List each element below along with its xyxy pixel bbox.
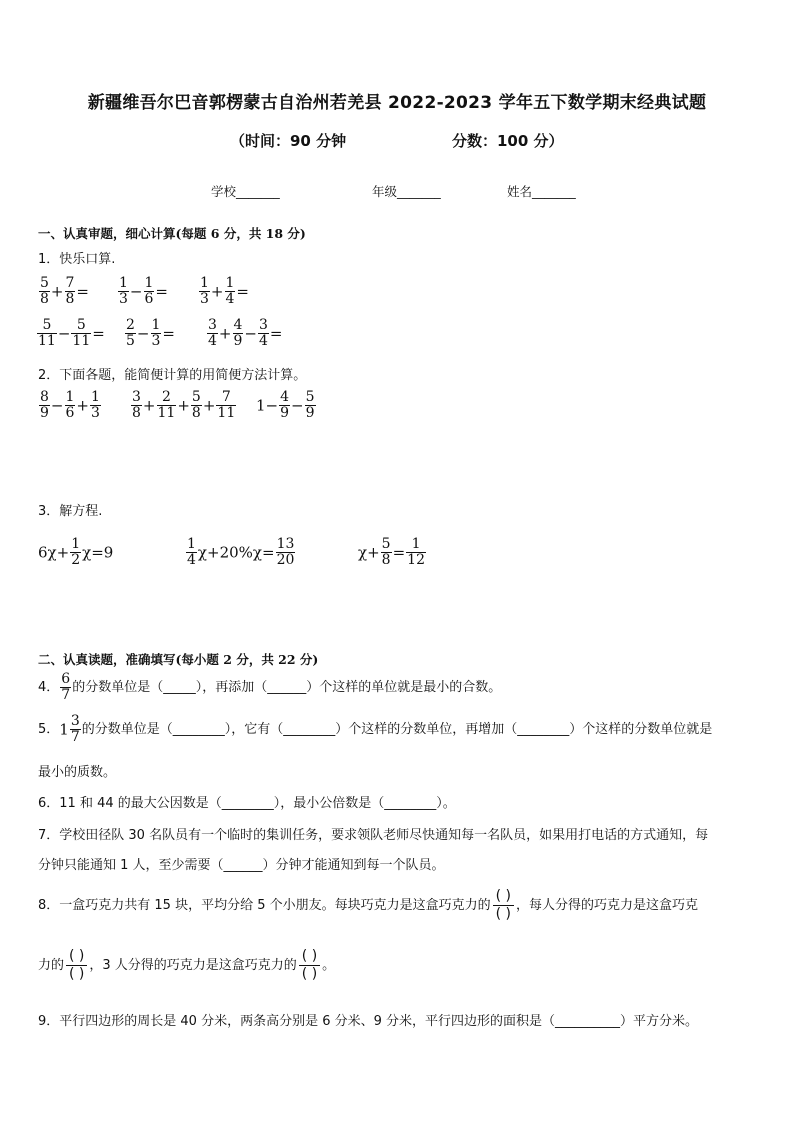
blank-fraction: ( ) ( ) [493, 888, 514, 923]
q1-expr-2: $\frac{1}{3}$ − $\frac{1}{6}$ = [119, 275, 168, 307]
fraction: $\frac{3}{7}$ [70, 713, 80, 745]
section-1-heading: 一、认真审题，细心计算(每题 6 分，共 18 分) [38, 226, 306, 241]
q4: 4． $\frac{6}{7}$ 的分数单位是（_____），再添加（______）个这样的单位就是最小的合数。 [38, 671, 502, 703]
fraction: $\frac{1}{3}$ [91, 389, 100, 421]
q1-expr-1: $\frac{5}{8}$ + $\frac{7}{8}$ = [40, 275, 89, 307]
q8-continued: 力的 ( ) ( ) ，3 人分得的巧克力是这盒巧克力的 ( ) ( ) 。 [38, 948, 336, 982]
fraction: $\frac{5}{8}$ [40, 275, 49, 307]
q2-expr-2: $\frac{3}{8}$ + $\frac{2}{11}$ + $\frac{5}{8}$ + $\frac{7}{11}$ [132, 389, 236, 421]
fraction: $\frac{1}{4}$ [187, 536, 196, 568]
q1-expr-3: $\frac{1}{3}$ + $\frac{1}{4}$ = [200, 275, 249, 307]
fraction: $\frac{1}{3}$ [151, 317, 161, 349]
q9: 9．平行四边形的周长是 40 分米，两条高分别是 6 分米、9 分米，平行四边形的面积是（__________）平方分米。 [38, 1014, 699, 1029]
time-label: （时间：90 分钟 [230, 132, 347, 150]
fraction: $\frac{3}{4}$ [208, 317, 217, 349]
fraction: $\frac{2}{5}$ [126, 317, 135, 349]
q2-expr-1: $\frac{8}{9}$ − $\frac{1}{6}$ + $\frac{1}{3}$ [40, 389, 100, 421]
fraction: $\frac{6}{7}$ [61, 671, 71, 703]
q1-label: 1．快乐口算. [38, 252, 116, 267]
fraction: $\frac{7}{8}$ [65, 275, 75, 307]
section-2-heading: 二、认真读题，准确填写(每小题 2 分，共 22 分) [38, 652, 319, 667]
school-field: 学校_______ [211, 184, 280, 199]
fraction: $\frac{5}{8}$ [381, 536, 391, 568]
q2-label: 2．下面各题，能简便计算的用简便方法计算。 [38, 368, 307, 383]
fraction: $\frac{1}{6}$ [144, 275, 154, 307]
q8: 8．一盒巧克力共有 15 块，平均分给 5 个小朋友。每块巧克力是这盒巧克力的 ( ) ( ) ，每人分得的巧克力是这盒巧克 [38, 888, 699, 922]
q5: 5．1 $\frac{3}{7}$ 的分数单位是（________），它有（________）个这样的分数单位，再增加（________）个这样的分数单位就是 [38, 713, 713, 745]
fraction: $\frac{3}{8}$ [132, 389, 141, 421]
fraction: $\frac{4}{9}$ [233, 317, 243, 349]
fraction: $\frac{1}{3}$ [200, 275, 209, 307]
q6: 6．11 和 44 的最大公因数是（________），最小公倍数是（________）。 [38, 796, 456, 811]
fraction: $\frac{5}{11}$ [72, 317, 91, 349]
name-field: 姓名_______ [507, 184, 576, 199]
score-label: 分数：100 分） [452, 132, 564, 150]
fraction: $\frac{4}{9}$ [280, 389, 290, 421]
q1-expr-4: $\frac{5}{11}$ − $\frac{5}{11}$ = [38, 317, 105, 349]
q5-continued: 最小的质数。 [38, 765, 117, 780]
exam-subtitle [230, 130, 590, 151]
q2-expr-3: 1− $\frac{4}{9}$ − $\frac{5}{9}$ [256, 389, 315, 421]
q3-expr-2: $\frac{1}{4}$ χ+20%χ= $\frac{13}{20}$ [187, 536, 295, 568]
q1-expr-6: $\frac{3}{4}$ + $\frac{4}{9}$ − $\frac{3}{4}$ = [208, 317, 283, 349]
fraction: $\frac{1}{4}$ [225, 275, 235, 307]
fraction: $\frac{2}{11}$ [157, 389, 176, 421]
fraction: $\frac{3}{4}$ [259, 317, 268, 349]
fraction: $\frac{1}{3}$ [119, 275, 128, 307]
q3-expr-1: 6χ+ $\frac{1}{2}$ χ=9 [38, 536, 114, 568]
q3-expr-3: χ+ $\frac{5}{8}$ = $\frac{1}{12}$ [358, 536, 425, 568]
exam-title: 新疆维吾尔巴音郭楞蒙古自治州若羌县 2022-2023 学年五下数学期末经典试题 [87, 93, 707, 113]
q3-label: 3．解方程. [38, 504, 103, 519]
q7: 7．学校田径队 30 名队员有一个临时的集训任务，要求领队老师尽快通知每一名队员，如果用打电话的方式通知，每 [38, 828, 709, 843]
fraction: $\frac{8}{9}$ [40, 389, 49, 421]
q7-continued: 分钟只能通知 1 人，至少需要（______）分钟才能通知到每一个队员。 [38, 858, 445, 873]
fraction: $\frac{13}{20}$ [276, 536, 295, 568]
fraction: $\frac{5}{11}$ [38, 317, 56, 349]
q1-expr-5: $\frac{2}{5}$ − $\frac{1}{3}$ = [126, 317, 175, 349]
fraction: $\frac{5}{9}$ [305, 389, 315, 421]
fraction: $\frac{7}{11}$ [217, 389, 236, 421]
fraction: $\frac{1}{6}$ [65, 389, 75, 421]
fraction: $\frac{1}{12}$ [407, 536, 425, 568]
fraction: $\frac{5}{8}$ [191, 389, 201, 421]
grade-field: 年级_______ [372, 184, 441, 199]
blank-fraction: ( ) ( ) [299, 948, 320, 983]
fraction: $\frac{1}{2}$ [71, 536, 81, 568]
blank-fraction: ( ) ( ) [66, 948, 87, 983]
